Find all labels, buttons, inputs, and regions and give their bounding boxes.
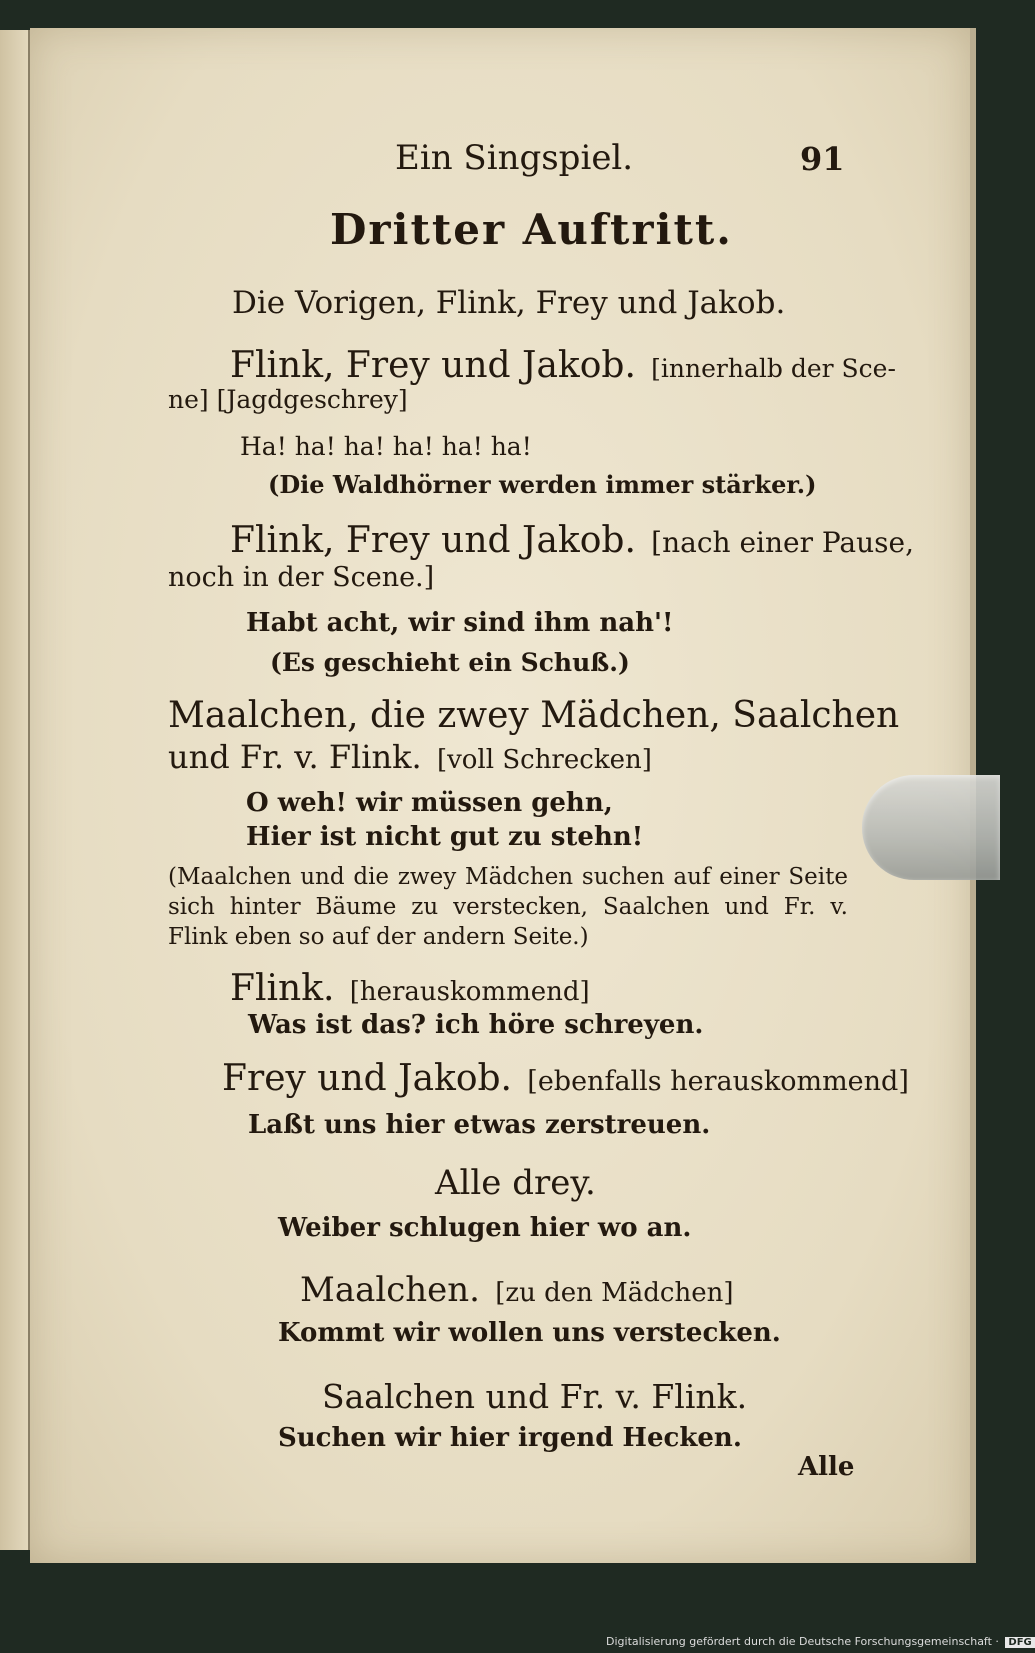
verse-line: Hier ist nicht gut zu stehn! <box>246 822 644 852</box>
stage-direction: [nach einer Pause, <box>651 526 914 559</box>
verse-line: Laßt uns hier etwas zerstreuen. <box>248 1110 711 1140</box>
stage-direction: noch in der Scene.] <box>168 562 435 593</box>
verse-line: Weiber schlugen hier wo an. <box>278 1213 692 1243</box>
dramatis-personae: Die Vorigen, Flink, Frey und Jakob. <box>232 285 786 321</box>
stage-direction: (Die Waldhörner werden immer stärker.) <box>268 470 817 499</box>
verse-line: Ha! ha! ha! ha! ha! ha! <box>240 432 532 461</box>
speaker-name: Maalchen, die zwey Mädchen, Saalchen <box>168 695 900 736</box>
catchword: Alle <box>798 1452 855 1482</box>
speaker-line <box>230 345 896 386</box>
speaker-line <box>230 968 590 1009</box>
running-title: Ein Singspiel. <box>395 138 634 178</box>
speaker-name: Frey und Jakob. <box>222 1058 513 1099</box>
verse-line: Habt acht, wir sind ihm nah'! <box>246 608 674 638</box>
verse-line: Was ist das? ich höre schreyen. <box>248 1010 704 1040</box>
speaker-name: Flink, Frey und Jakob. <box>230 345 636 386</box>
scene-title: Dritter Auftritt. <box>330 205 733 254</box>
stage-direction: ne] [Jagdgeschrey] <box>168 385 408 414</box>
facing-page-edge <box>0 30 30 1550</box>
stage-direction: [herauskommend] <box>349 977 590 1007</box>
speaker-line <box>300 1270 734 1310</box>
stage-direction: [zu den Mädchen] <box>495 1278 734 1308</box>
speaker-name: Flink. <box>230 968 335 1009</box>
verse-line: Kommt wir wollen uns verstecken. <box>278 1318 781 1348</box>
page-clip <box>862 775 1000 880</box>
speaker-name: Flink, Frey und Jakob. <box>230 520 636 561</box>
dfg-logo: DFG <box>1005 1637 1034 1648</box>
speaker-line <box>230 520 914 561</box>
stage-direction: (Maalchen und die zwey Mädchen suchen auf einer Seite sich hinter Bäume zu verstecken, Saalchen und Fr. v. Flink eben so auf der andern Seite.) <box>168 864 848 950</box>
speaker-line <box>222 1058 909 1099</box>
speaker-name: Saalchen und Fr. v. Flink. <box>322 1377 748 1416</box>
stage-direction: [voll Schrecken] <box>436 745 652 775</box>
speaker-name: Maalchen. <box>300 1270 480 1310</box>
page-number: 91 <box>800 140 845 178</box>
speaker-name: Alle drey. <box>435 1163 596 1203</box>
stage-direction: (Es geschieht ein Schuß.) <box>270 648 630 677</box>
speaker-name: und Fr. v. Flink. <box>168 738 422 776</box>
speaker-line <box>168 738 652 776</box>
stage-direction: [innerhalb der Sce- <box>651 354 896 383</box>
digitization-footer <box>606 1635 1035 1648</box>
footer-text: Digitalisierung gefördert durch die Deutsche Forschungsgemeinschaft · <box>606 1635 999 1648</box>
verse-line: O weh! wir müssen gehn, <box>246 788 613 818</box>
stage-direction: [ebenfalls herauskommend] <box>527 1066 909 1097</box>
verse-line: Suchen wir hier irgend Hecken. <box>278 1423 742 1453</box>
